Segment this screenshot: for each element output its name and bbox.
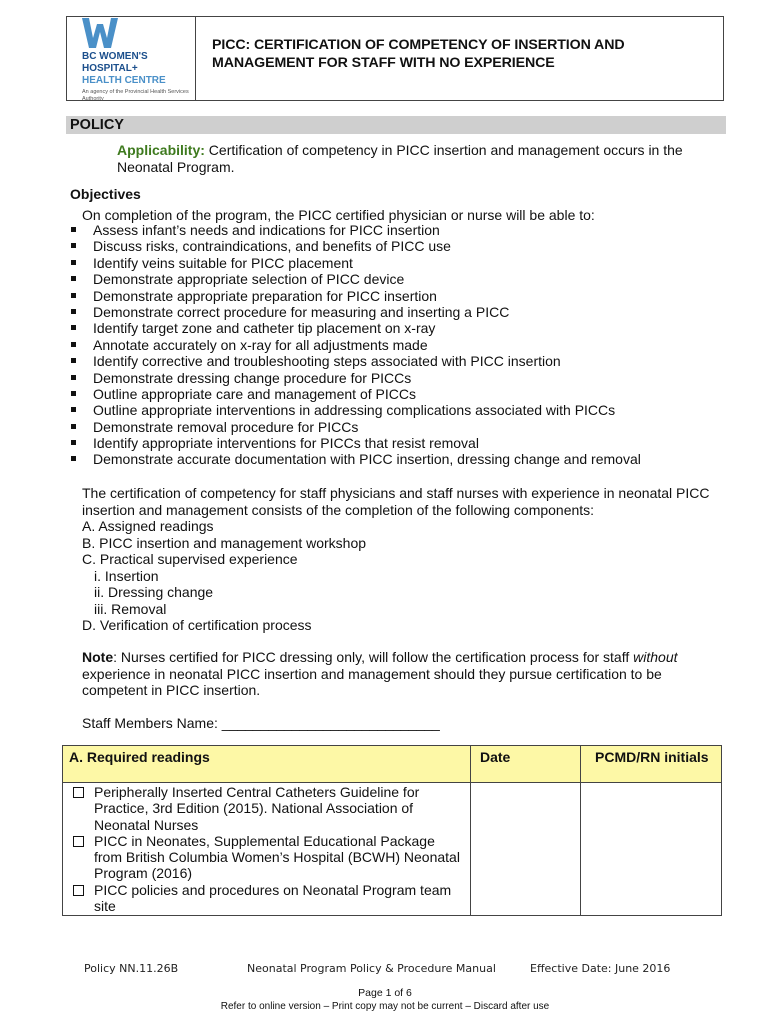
objectives-list	[71, 222, 641, 468]
hospital-logo	[70, 18, 190, 100]
list-item-text: Identify corrective and troubleshooting steps associated with PICC insertion	[93, 353, 561, 370]
table-header-row	[63, 746, 722, 783]
checkbox-icon[interactable]	[73, 836, 84, 847]
list-item-text: Outline appropriate care and management of PICCs	[93, 385, 416, 402]
note-text-pre: : Nurses certified for PICC dressing only, will follow the certification process for staff	[113, 649, 634, 665]
list-item-text: Demonstrate accurate documentation with PICC insertion, dressing change and removal	[93, 451, 641, 468]
list-item	[71, 370, 641, 386]
bullet-square-icon	[71, 358, 76, 363]
bullet-square-icon	[71, 391, 76, 396]
header-required-readings: A. Required readings	[63, 746, 471, 783]
header-date: Date	[471, 746, 581, 783]
component-c-i: i. Insertion	[94, 567, 159, 584]
list-item-text: Identify target zone and catheter tip placement on x-ray	[93, 320, 436, 337]
reading-item[interactable]	[71, 833, 466, 882]
logo-name-line-1: BC WOMEN'S	[82, 51, 148, 62]
bullet-square-icon	[71, 440, 76, 445]
logo-name-line-2: HOSPITAL+	[82, 63, 138, 74]
objectives-intro: On completion of the program, the PICC certified physician or nurse will be able to:	[82, 207, 595, 223]
bullet-square-icon	[71, 342, 76, 347]
list-item	[71, 271, 641, 287]
policy-section-bar	[66, 116, 726, 134]
list-item	[71, 320, 641, 336]
note-label: Note	[82, 649, 114, 665]
list-item	[71, 288, 641, 304]
bullet-square-icon	[71, 243, 76, 248]
objectives-heading: Objectives	[70, 186, 141, 202]
component-a: A. Assigned readings	[82, 518, 214, 534]
list-item-text: Demonstrate appropriate selection of PICC device	[93, 271, 405, 288]
list-item-text: Demonstrate removal procedure for PICCs	[93, 418, 359, 435]
reading-text: PICC in Neonates, Supplemental Educational Package from British Columbia Women’s Hospital (BCWH) Neonatal Program (2016)	[94, 832, 460, 882]
list-item-text: Assess infant’s needs and indications for PICC insertion	[93, 222, 440, 238]
list-item-text: Identify appropriate interventions for PICCs that resist removal	[93, 435, 479, 452]
list-item	[71, 337, 641, 353]
reading-text: Peripherally Inserted Central Catheters Guideline for Practice, 3rd Edition (2015). National Association of Neonatal Nurses	[94, 784, 420, 833]
checkbox-icon[interactable]	[73, 885, 84, 896]
reading-item[interactable]	[71, 882, 466, 915]
checkbox-icon[interactable]	[73, 787, 84, 798]
staff-name-field[interactable]: Staff Members Name: ____________________________	[82, 715, 440, 731]
list-item-text: Demonstrate correct procedure for measuring and inserting a PICC	[93, 303, 510, 320]
list-item-text: Identify veins suitable for PICC placement	[93, 254, 353, 271]
policy-heading: POLICY	[70, 117, 124, 133]
component-b: B. PICC insertion and management workshop	[82, 534, 367, 551]
list-item	[71, 238, 641, 254]
required-readings-table	[62, 745, 722, 916]
applicability-label: Applicability:	[117, 142, 205, 158]
component-c-ii: ii. Dressing change	[94, 584, 214, 600]
logo-subtitle: An agency of the Provincial Health Services Authority	[82, 89, 189, 102]
bullet-square-icon	[71, 375, 76, 380]
list-item	[71, 386, 641, 402]
page-number: Page 1 of 6	[358, 987, 412, 999]
note-text-post: experience in neonatal PICC insertion and management should they pursue certification to be competent in PICC insertion.	[82, 665, 662, 698]
document-title: PICC: CERTIFICATION OF COMPETENCY OF INSERTION AND MANAGEMENT FOR STAFF WITH NO EXPERIENCE	[212, 37, 625, 71]
list-item	[71, 402, 641, 418]
list-item	[71, 435, 641, 451]
applicability-text: Certification of competency in PICC insertion and management occurs in the Neonatal Program.	[117, 142, 683, 175]
list-item	[71, 451, 641, 467]
list-item	[71, 304, 641, 320]
readings-cell	[63, 783, 471, 916]
reading-item[interactable]	[71, 784, 466, 833]
note-text-italic: without	[633, 649, 678, 665]
bullet-square-icon	[71, 276, 76, 281]
list-item	[71, 419, 641, 435]
bullet-square-icon	[71, 407, 76, 412]
header-initials: PCMD/RN initials	[581, 746, 722, 783]
bullet-square-icon	[71, 456, 76, 461]
component-d: D. Verification of certification process	[82, 617, 312, 633]
list-item-text: Annotate accurately on x-ray for all adjustments made	[93, 336, 428, 353]
component-c-iii: iii. Removal	[94, 600, 167, 617]
applicability	[117, 142, 717, 176]
initials-cell[interactable]	[581, 783, 722, 916]
footer-policy-number: Policy NN.11.26B	[84, 962, 179, 975]
list-item	[71, 222, 641, 238]
reading-text: PICC policies and procedures on Neonatal Program team site	[94, 881, 452, 915]
bullet-square-icon	[71, 325, 76, 330]
component-c: C. Practical supervised experience	[82, 551, 298, 567]
header-divider	[195, 16, 196, 101]
list-item	[71, 255, 641, 271]
bullet-square-icon	[71, 309, 76, 314]
bullet-square-icon	[71, 293, 76, 298]
date-cell[interactable]	[471, 783, 581, 916]
certification-paragraph: The certification of competency for staff physicians and staff nurses with experience in neonatal PICC insertion and management consists of the completion of the following components:	[82, 485, 710, 518]
list-item-text: Discuss risks, contraindications, and benefits of PICC use	[93, 238, 451, 255]
footer-effective-date: Effective Date: June 2016	[530, 962, 671, 975]
logo-name-line-3: HEALTH CENTRE	[82, 75, 166, 86]
list-item	[71, 353, 641, 369]
bullet-square-icon	[71, 424, 76, 429]
bullet-square-icon	[71, 260, 76, 265]
logo-w-icon	[82, 18, 118, 48]
bullet-square-icon	[71, 227, 76, 232]
logo-name	[82, 51, 166, 87]
list-item-text: Demonstrate appropriate preparation for PICC insertion	[93, 287, 437, 304]
note-paragraph	[82, 649, 727, 699]
list-item-text: Demonstrate dressing change procedure for PICCs	[93, 369, 412, 386]
list-item-text: Outline appropriate interventions in addressing complications associated with PICCs	[93, 402, 616, 419]
footer-manual-title: Neonatal Program Policy & Procedure Manual	[247, 962, 496, 975]
footer-disclaimer: Refer to online version – Print copy may not be current – Discard after use	[220, 1001, 550, 1012]
table-row	[63, 783, 722, 916]
